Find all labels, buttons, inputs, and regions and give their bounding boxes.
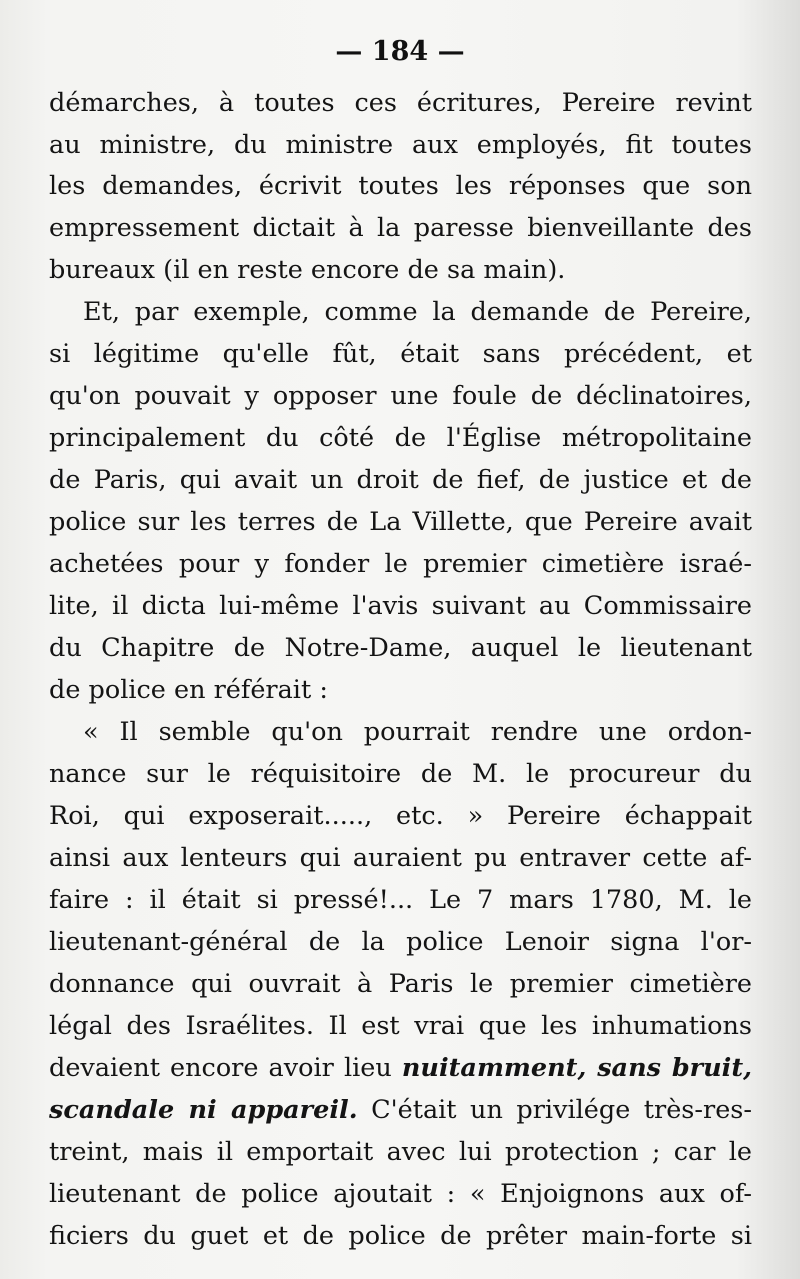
text-line: achetées pour y fonder le premier cimetière israé- xyxy=(49,549,752,579)
text-line: donnance qui ouvrait à Paris le premier cimetière xyxy=(49,969,752,999)
text-line: lieutenant-général de la police Lenoir signa l'or- xyxy=(49,927,752,957)
text-line: de Paris, qui avait un droit de fief, de justice et de xyxy=(49,465,752,495)
text-line: ainsi aux lenteurs qui auraient pu entraver cette af- xyxy=(49,843,752,873)
page-number: — 184 — xyxy=(335,36,465,67)
text-line: si légitime qu'elle fût, était sans précédent, et xyxy=(49,339,752,369)
text-line: « Il semble qu'on pourrait rendre une ordon- xyxy=(83,717,752,747)
text-line: treint, mais il emportait avec lui protection ; car le xyxy=(49,1137,752,1167)
text-line: empressement dictait à la paresse bienveillante des xyxy=(49,213,752,243)
text-line: Roi, qui exposerait....., etc. » Pereire échappait xyxy=(49,801,752,831)
italic-text: nuitamment, sans bruit, xyxy=(401,1053,752,1083)
text-line: ficiers du guet et de police de prêter main-forte si xyxy=(49,1221,752,1251)
text-line xyxy=(49,1089,752,1131)
text-line: au ministre, du ministre aux employés, fit toutes xyxy=(49,130,752,160)
text-line: qu'on pouvait y opposer une foule de déclinatoires, xyxy=(49,381,752,411)
text-line xyxy=(49,1047,752,1089)
text-line: lieutenant de police ajoutait : « Enjoignons aux of- xyxy=(49,1179,752,1209)
text-line: principalement du côté de l'Église métropolitaine xyxy=(49,423,752,453)
text-span: devaient encore avoir lieu xyxy=(49,1053,402,1083)
text-line: faire : il était si pressé!... Le 7 mars 1780, M. le xyxy=(49,885,752,915)
italic-text: scandale ni appareil. xyxy=(49,1095,358,1125)
text-line: Et, par exemple, comme la demande de Pereire, xyxy=(83,297,752,327)
text-line: du Chapitre de Notre-Dame, auquel le lieutenant xyxy=(49,633,752,663)
text-line: de police en référait : xyxy=(49,675,328,705)
text-line: démarches, à toutes ces écritures, Pereire revint xyxy=(49,88,752,118)
text-line: les demandes, écrivit toutes les réponses que son xyxy=(49,171,752,201)
text-line: nance sur le réquisitoire de M. le procureur du xyxy=(49,759,752,789)
text-span: C'était un privilége très-res- xyxy=(357,1095,752,1125)
text-line: légal des Israélites. Il est vrai que les inhumations xyxy=(49,1011,752,1041)
text-line: lite, il dicta lui-même l'avis suivant au Commissaire xyxy=(49,591,752,621)
text-line: police sur les terres de La Villette, que Pereire avait xyxy=(49,507,752,537)
text-line: bureaux (il en reste encore de sa main). xyxy=(49,255,566,285)
